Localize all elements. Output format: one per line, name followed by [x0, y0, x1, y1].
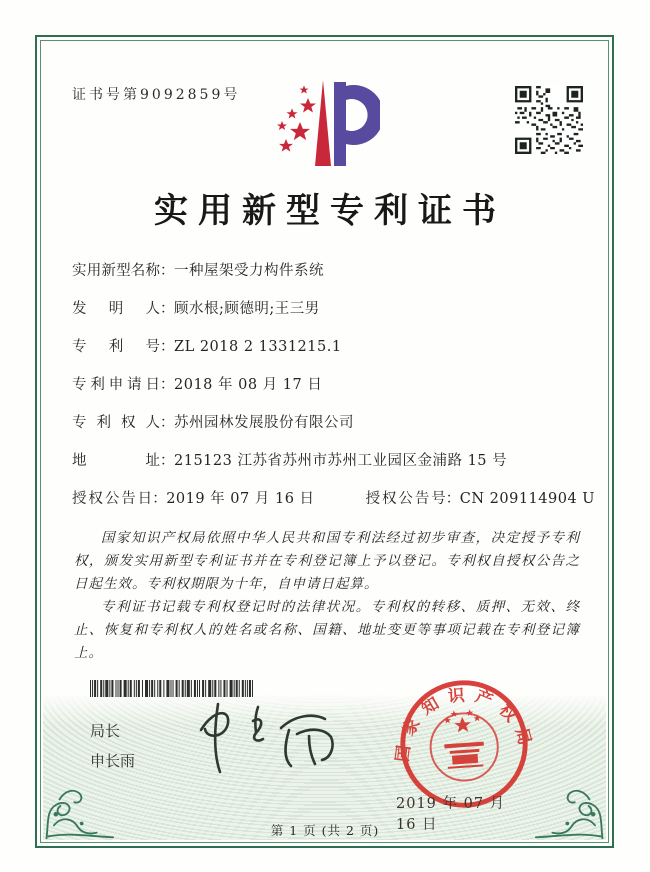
- qr-code-icon: [515, 86, 583, 154]
- legal-paragraph-2: 专利证书记载专利权登记时的法律状况。专利权的转移、质押、无效、终止、恢复和专利权人的姓名或名称、国籍、地址变更等事项记载在专利登记簿上。: [74, 599, 580, 661]
- field-colon: ：: [152, 491, 167, 507]
- seal-date: 2019 年 07 月 16 日: [396, 796, 506, 833]
- field-filing-date: [72, 373, 595, 393]
- field-colon: ：: [160, 377, 175, 393]
- field-colon: ：: [445, 491, 461, 507]
- field-colon: ：: [160, 263, 175, 279]
- field-label: 地址: [72, 453, 160, 469]
- field-label: 实用新型名称: [72, 263, 160, 279]
- field-value: CN 209114904 U: [459, 491, 596, 507]
- barcode-icon: [90, 680, 253, 697]
- field-address: [72, 449, 595, 469]
- field-patent-number: [72, 335, 595, 355]
- signer-title: 局长: [90, 722, 121, 740]
- certificate-number: 证书号第9092859号: [72, 87, 241, 103]
- legal-text: [74, 527, 580, 665]
- field-utility-model-name: [72, 259, 595, 279]
- field-inventors: [72, 297, 595, 317]
- field-label: 发明人: [72, 301, 160, 317]
- field-colon: ：: [160, 301, 175, 317]
- page-footer: 第 1 页 (共 2 页): [270, 823, 380, 838]
- field-colon: ：: [160, 339, 175, 355]
- seal-text: 国家知识产权局: [391, 684, 538, 764]
- certificate-title: 实用新型专利证书: [154, 191, 506, 231]
- field-value: 2019 年 07 月 16 日: [166, 491, 315, 507]
- field-value: 2018 年 08 月 17 日: [174, 377, 323, 393]
- field-grant-row: [72, 487, 596, 507]
- field-value: 苏州园林发展股份有限公司: [174, 415, 354, 431]
- cnipa-logo-icon: [270, 74, 380, 176]
- field-patentee: [72, 411, 595, 431]
- field-value: 一种屋架受力构件系统: [174, 263, 324, 279]
- legal-paragraph-1: 国家知识产权局依照中华人民共和国专利法经过初步审查，决定授予专利权，颁发实用新型专利证书并在专利登记簿上予以登记。专利权自授权公告之日起生效。专利权期限为十年，自申请日起算。: [74, 530, 580, 592]
- field-colon: ：: [160, 453, 175, 469]
- field-value: 顾水根;顾德明;王三男: [174, 301, 320, 317]
- field-colon: ：: [160, 415, 175, 431]
- field-value: ZL 2018 2 1331215.1: [174, 339, 342, 355]
- field-label: 专利申请日: [72, 377, 160, 393]
- field-value: 215123 江苏省苏州市苏州工业园区金浦路 15 号: [174, 453, 508, 469]
- field-label: 授权公告日: [72, 491, 153, 507]
- signer-name: 申长雨: [90, 752, 136, 770]
- signature-icon: [183, 698, 358, 780]
- field-label: 专利号: [72, 339, 160, 355]
- field-label: 授权公告号: [365, 491, 446, 507]
- field-label: 专利权人: [72, 415, 160, 431]
- certificate-fields: [72, 259, 595, 525]
